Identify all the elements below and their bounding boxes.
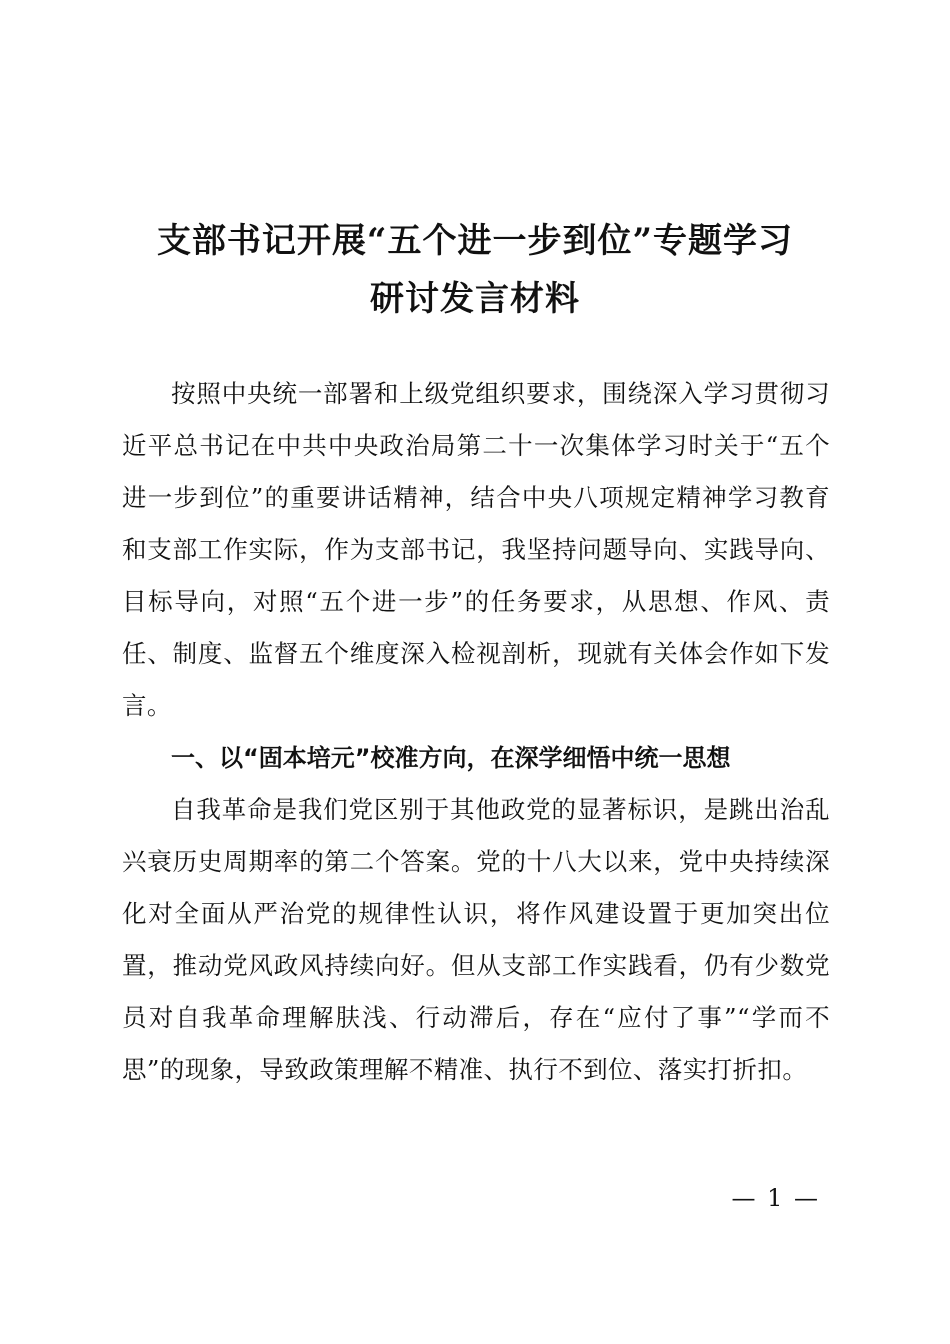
document-body — [122, 368, 830, 1096]
title-line-2: 研讨发言材料 — [370, 279, 580, 319]
intro-paragraph: 按照中央统一部署和上级党组织要求，围绕深入学习贯彻习近平总书记在中共中央政治局第二十一次集体学习时关于“五个进一步到位”的重要讲话精神，结合中央八项规定精神学习教育和支部工作实际，作为支部书记，我坚持问题导向、实践导向、目标导向，对照“五个进一步”的任务要求，从思想、作风、责任、制度、监督五个维度深入检视剖析，现就有关体会作如下发言。 — [122, 379, 830, 720]
title-line-1: 支部书记开展“五个进一步到位”专题学习 — [156, 221, 794, 261]
section-heading: 一、以“固本培元”校准方向，在深学细悟中统一思想 — [171, 744, 731, 772]
document-title — [120, 212, 830, 328]
section-paragraph: 自我革命是我们党区别于其他政党的显著标识，是跳出治乱兴衰历史周期率的第二个答案。党的十八大以来，党中央持续深化对全面从严治党的规律性认识，将作风建设置于更加突出位置，推动党风政风持续向好。但从支部工作实践看，仍有少数党员对自我革命理解肤浅、行动滞后，存在“应付了事”“学而不思”的现象，导致政策理解不精准、执行不到位、落实打折扣。 — [122, 795, 830, 1084]
page-number: — 1 — — [731, 1184, 820, 1212]
